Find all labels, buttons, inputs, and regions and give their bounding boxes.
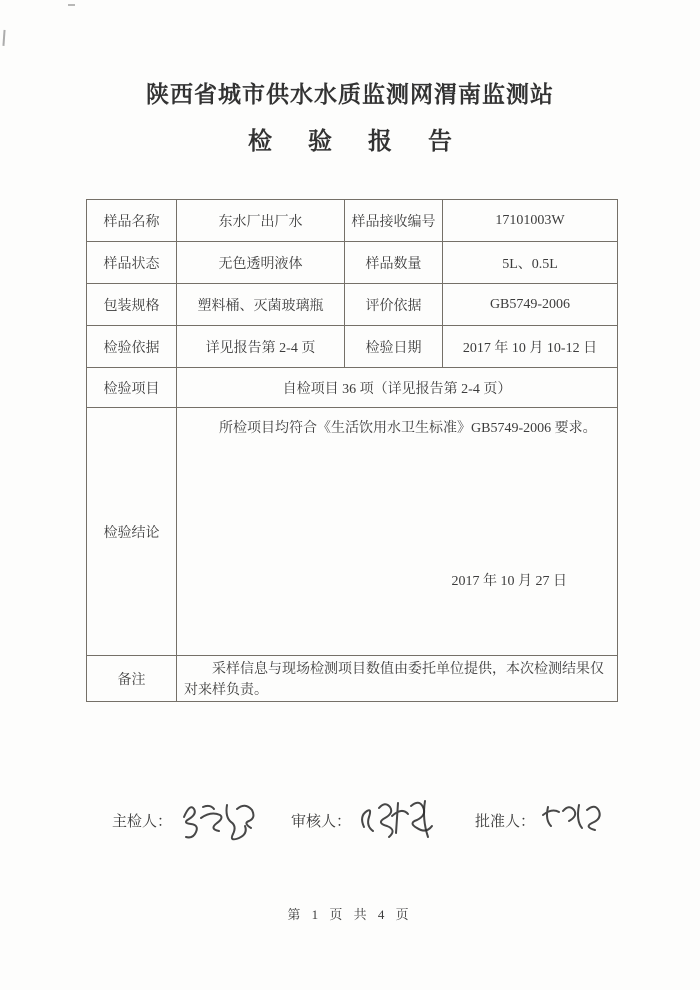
- conclusion-label: 检验结论: [87, 408, 177, 656]
- inspection-basis-value: 详见报告第 2-4 页: [177, 326, 345, 368]
- receipt-number-label: 样品接收编号: [345, 200, 443, 242]
- chief-inspector-signature: [177, 795, 259, 847]
- inspection-date-label: 检验日期: [345, 326, 443, 368]
- chief-inspector-label: 主检人：: [112, 814, 173, 830]
- conclusion-text: 所检项目均符合《生活饮用水卫生标准》GB5749-2006 要求。: [219, 421, 597, 436]
- evaluation-basis-value: GB5749-2006: [443, 284, 618, 326]
- report-info-table: [86, 199, 618, 702]
- scan-artifact-edge: [2, 30, 8, 46]
- remarks-label: 备注: [87, 656, 177, 702]
- chief-inspector-group: [112, 795, 259, 847]
- organization-title: 陕西省城市供水水质监测网渭南监测站: [146, 82, 554, 107]
- approver-group: [475, 795, 604, 839]
- table-row-conclusion: [87, 408, 618, 656]
- packaging-label: 包装规格: [87, 284, 177, 326]
- packaging-value: 塑料桶、灭菌玻璃瓶: [177, 284, 345, 326]
- page-number: 第 1 页 共 4 页: [287, 907, 413, 922]
- sample-quantity-value: 5L、0.5L: [443, 242, 618, 284]
- inspection-basis-label: 检验依据: [87, 326, 177, 368]
- sample-state-label: 样品状态: [87, 242, 177, 284]
- sample-name-value: 东水厂出厂水: [177, 200, 345, 242]
- conclusion-date: 2017 年 10 月 27 日: [451, 574, 567, 589]
- sample-name-label: 样品名称: [87, 200, 177, 242]
- receipt-number-value: 17101003W: [443, 200, 618, 242]
- inspection-items-value: 自检项目 36 项（详见报告第 2-4 页）: [177, 368, 618, 408]
- reviewer-group: [291, 795, 436, 847]
- inspection-items-label: 检验项目: [87, 368, 177, 408]
- remarks-cell: [177, 656, 618, 702]
- sample-quantity-label: 样品数量: [345, 242, 443, 284]
- signatures-section: [0, 795, 700, 855]
- sample-state-value: 无色透明液体: [177, 242, 345, 284]
- inspection-date-value: 2017 年 10 月 10-12 日: [443, 326, 618, 368]
- scan-artifact-speck: [68, 4, 75, 6]
- remarks-text: 采样信息与现场检测项目数值由委托单位提供，本次检测结果仅对来样负责。: [184, 662, 604, 698]
- report-title: 检验报告: [248, 129, 488, 155]
- reviewer-signature: [356, 795, 436, 847]
- table-row-sample-name: [87, 200, 618, 242]
- reviewer-label: 审核人：: [291, 814, 352, 830]
- approver-label: 批准人：: [475, 814, 536, 830]
- table-row-remarks: [87, 656, 618, 702]
- table-row-sample-state: [87, 242, 618, 284]
- conclusion-cell: [177, 408, 618, 656]
- evaluation-basis-label: 评价依据: [345, 284, 443, 326]
- table-row-inspection-items: [87, 368, 618, 408]
- table-row-inspection-basis: [87, 326, 618, 368]
- table-row-packaging: [87, 284, 618, 326]
- approver-signature: [540, 795, 604, 839]
